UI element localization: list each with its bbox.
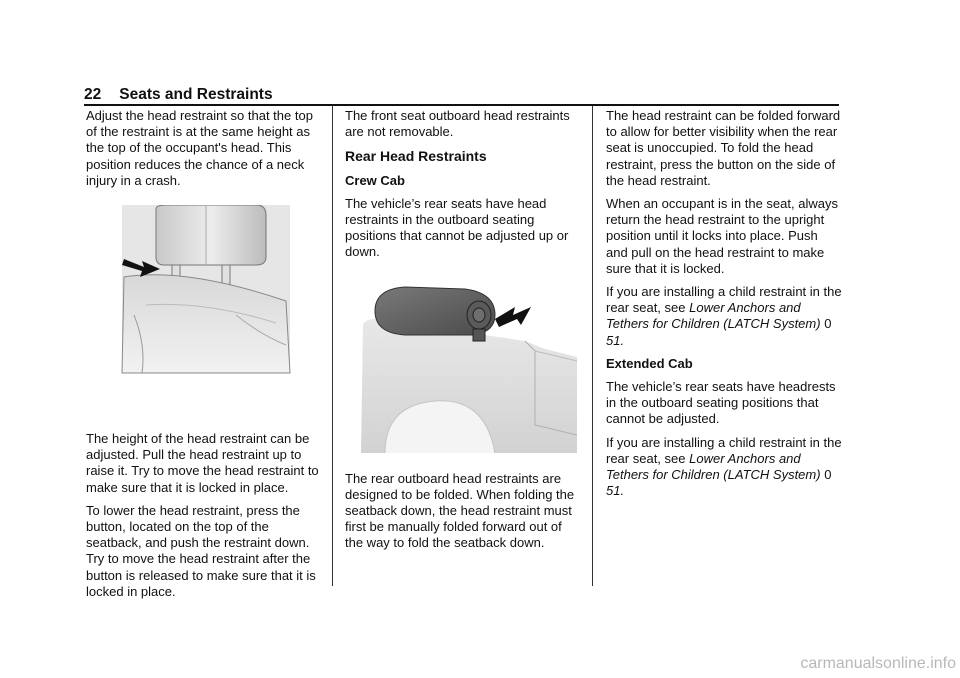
paragraph: The rear outboard head restraints are designed to be folded. When folding the seatback down, the head restraint must first be manually folded forward out of the way to fold the seatback down. [345,470,575,551]
page-ref-number[interactable]: 51 [606,483,621,499]
section-heading: Rear Head Restraints [345,148,487,165]
header-rule [84,104,839,106]
latch-reference-link[interactable]: Lower Anchors and Tethers for Children (LATCH System) [606,300,821,332]
latch-reference-link[interactable]: Lower Anchors and Tethers for Children (LATCH System) [606,450,821,483]
section-title: Seats and Restraints [119,86,273,103]
column-1 [86,108,322,607]
paragraph: If you are installing a child restraint in the rear seat, see Lower Anchors and Tethers for Children (LATCH System) 0 51. [606,434,842,499]
subheading: Crew Cab [345,172,405,188]
page-ref-number[interactable]: 51 [606,332,621,348]
paragraph: When an occupant is in the seat, always return the head restraint to the upright position until it locks into place. Push and pull on the head restraint to make sure that it is locked. [606,196,838,276]
paragraph: The height of the head restraint can be adjusted. Pull the head restraint up to raise it. Try to move the head restraint to make sure that it is locked in place. [86,431,319,495]
page-ref-icon: 0 [824,316,832,332]
front-head-restraint-illustration [86,205,322,401]
text: If you are installing a child restraint in the rear seat, see [606,434,842,466]
subheading: Extended Cab [606,355,693,371]
paragraph: The front seat outboard head restraints are not removable. [345,108,570,140]
paragraph: The vehicle’s rear seats have head restraints in the outboard seating positions that cannot be adjusted up or down. [345,195,569,260]
page-header [84,86,273,104]
paragraph: Adjust the head restraint so that the top of the restraint is at the same height as the top of the occupant's head. This position reduces the chance of a neck injury in a crash. [86,108,313,188]
paragraph: The head restraint can be folded forward to allow for better visibility when the rear seat is unoccupied. To fold the head restraint, press the button on the side of the head restraint. [606,108,841,188]
column-divider [332,106,333,586]
page-ref-icon: 0 [824,467,832,483]
column-divider [592,106,593,586]
watermark: carmanualsonline.info [800,655,956,672]
column-2 [345,108,581,559]
paragraph: To lower the head restraint, press the button, located on the top of the seatback, and push the restraint down. Try to move the head restraint after the button is released to make sure that it is locked in place. [86,502,316,599]
paragraph: The vehicle’s rear seats have headrests in the outboard seating positions that cannot be adjusted. [606,379,836,427]
paragraph: If you are installing a child restraint in the rear seat, see Lower Anchors and Tethers for Children (LATCH System) 0 51. [606,284,842,348]
text: If you are installing a child restraint in the rear seat, see [606,284,842,316]
rear-head-restraint-illustration [345,285,577,453]
column-3 [606,108,842,506]
page-number: 22 [84,86,102,103]
